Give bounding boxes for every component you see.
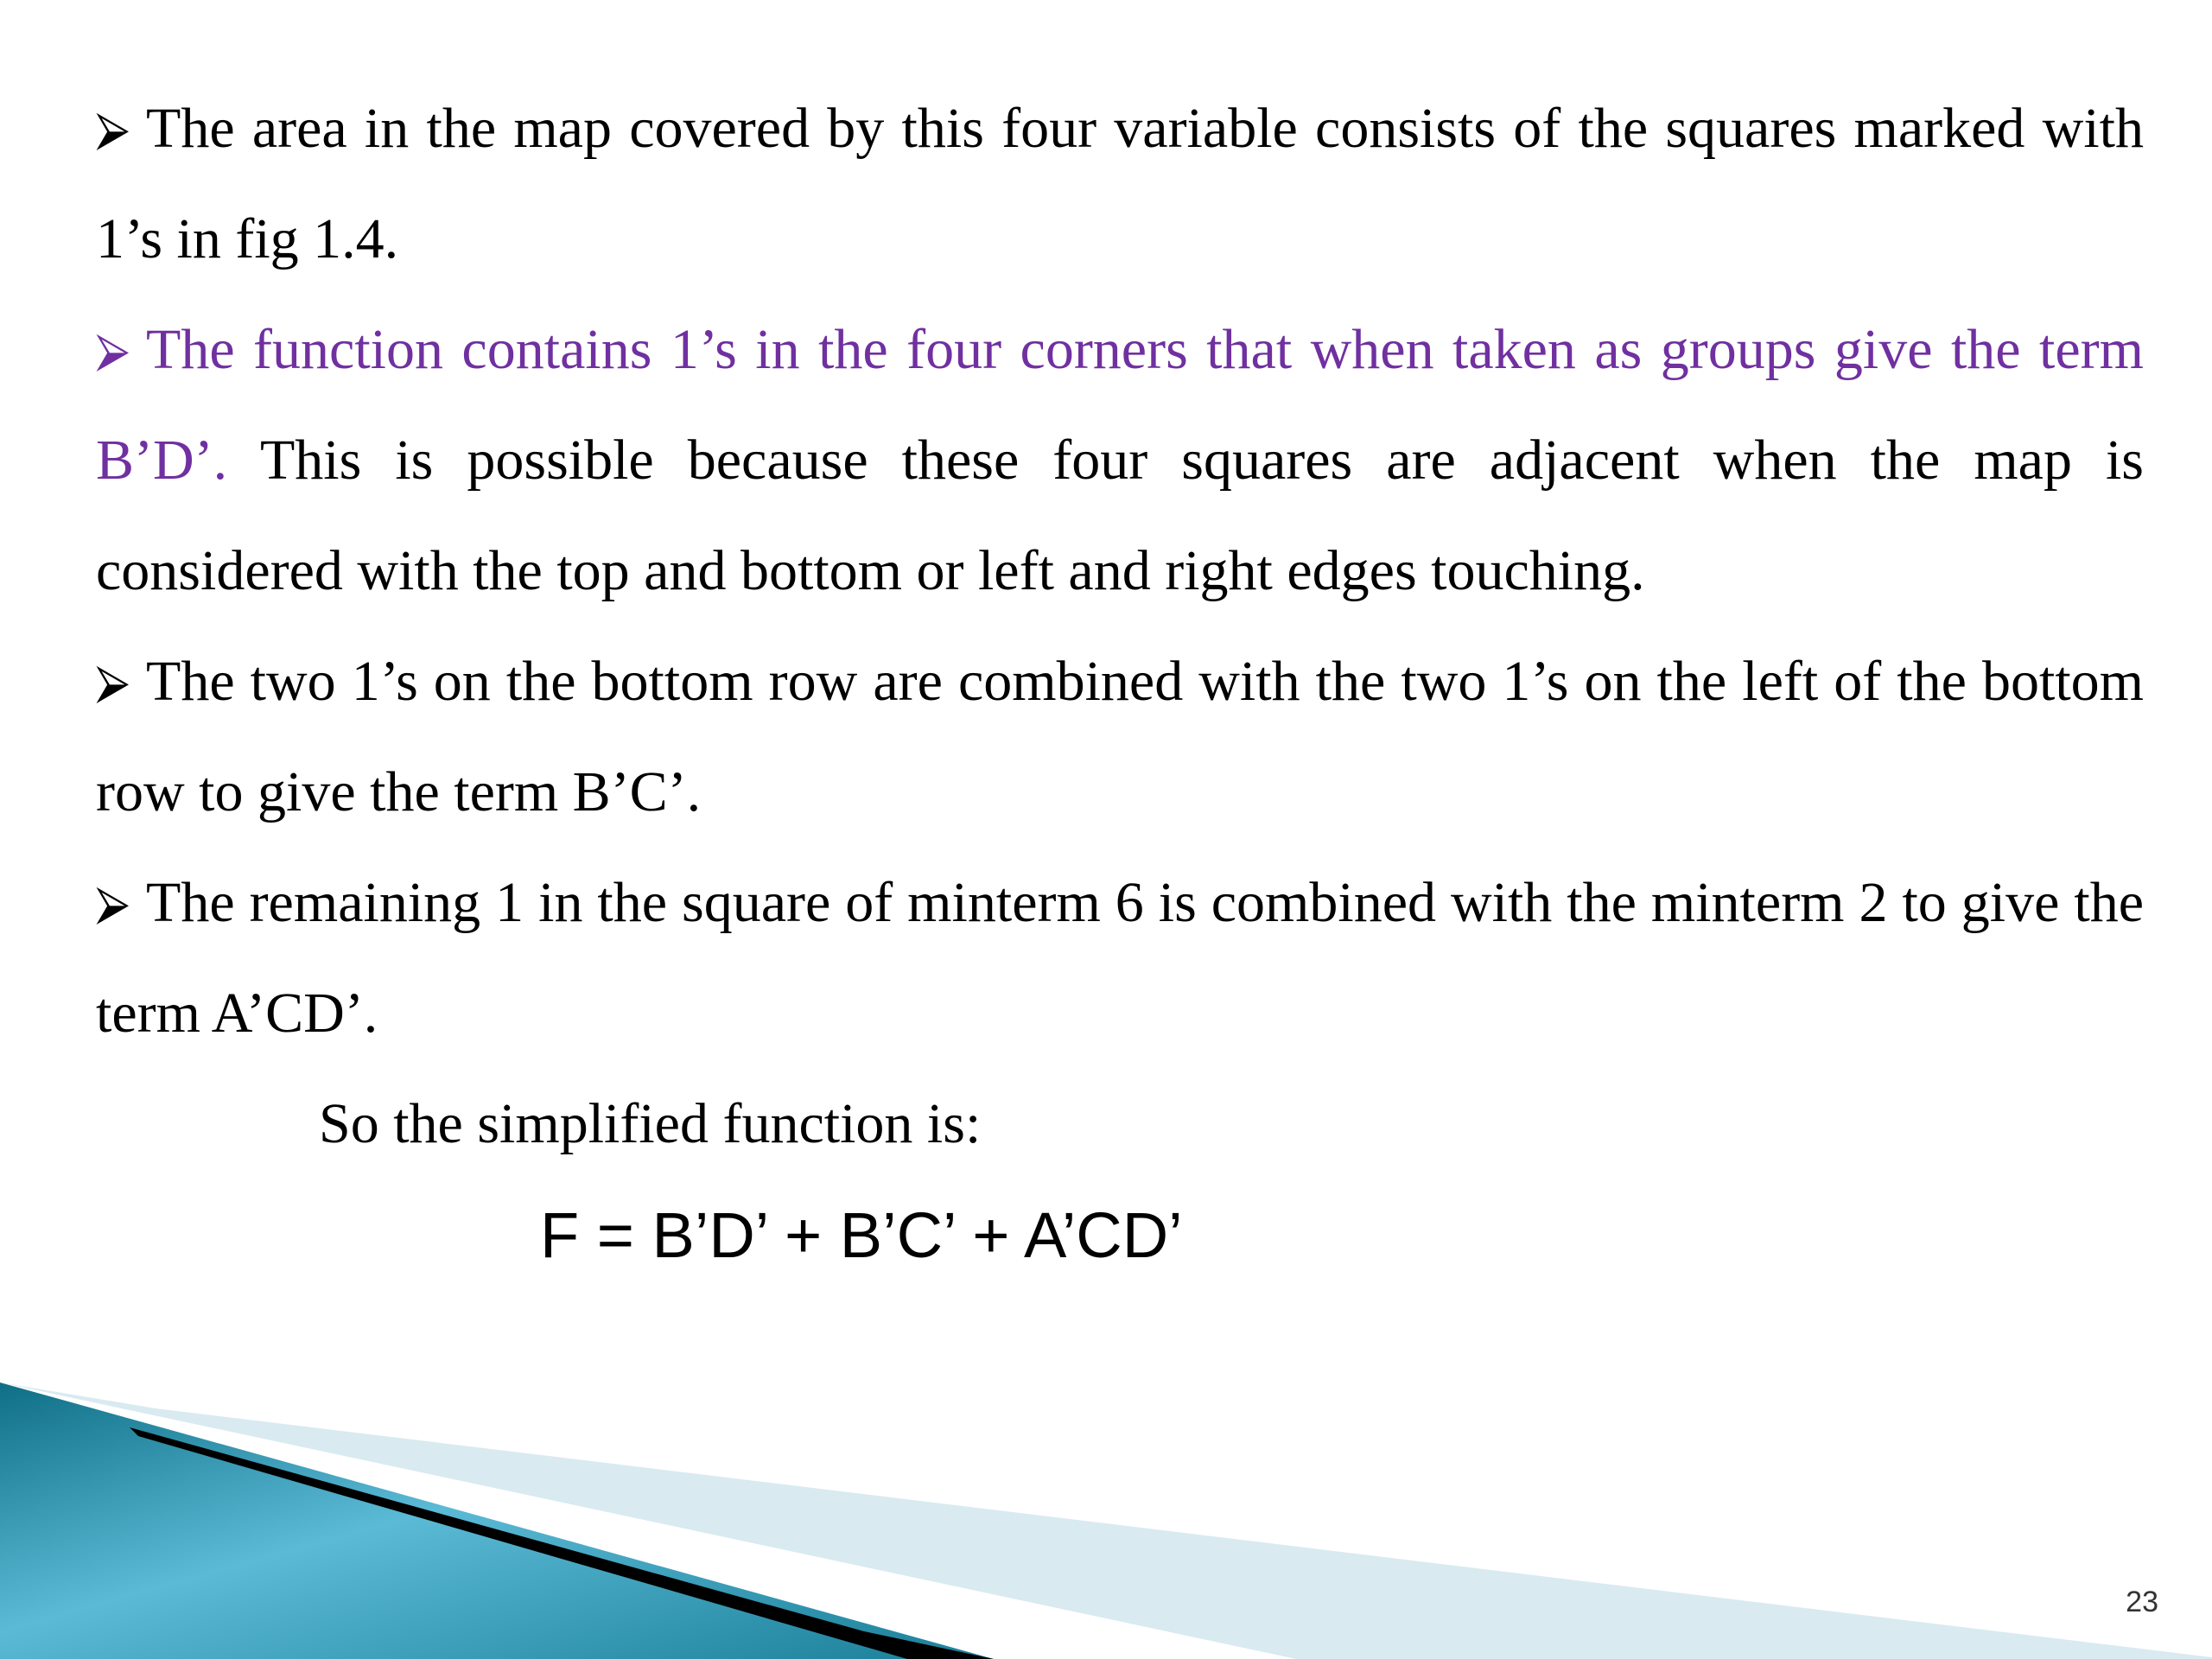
bullet-paragraph-3 [96, 626, 2144, 848]
bullet-text-1: The area in the map covered by this four variable consists of the squares marked with 1’s in fig 1.4. [96, 97, 2144, 270]
bullet-highlight-text: The function contains 1’s in the four corners that when taken as groups give the term B’D’. [96, 318, 2144, 492]
bullet-paragraph-2 [96, 295, 2144, 626]
simplified-function-formula: F = B’D’ + B’C’ + A’CD’ [540, 1199, 1183, 1271]
slide-body [96, 73, 2144, 1179]
corner-decoration [0, 1382, 2212, 1659]
arrowhead-bullet-icon: ⮚ [96, 101, 130, 156]
lead-in-text: So the simplified function is: [319, 1092, 982, 1155]
bullet-text-4: The remaining 1 in the square of minterm 6 is combined with the minterm 2 to give the term A’CD’. [96, 871, 2144, 1045]
arrowhead-bullet-icon: ⮚ [96, 654, 130, 709]
slide-number: 23 [2126, 1586, 2158, 1618]
bullet-text-2: This is possible because these four squares are adjacent when the map is considered with the top and bottom or left and right edges touching. [96, 429, 2144, 602]
bullet-paragraph-1 [96, 73, 2144, 295]
bullet-paragraph-4 [96, 848, 2144, 1069]
bullet-text-3: The two 1’s on the bottom row are combined with the two 1’s on the left of the bottom row to give the term B’C’. [96, 650, 2144, 823]
arrowhead-bullet-icon: ⮚ [96, 875, 130, 930]
arrowhead-bullet-icon: ⮚ [96, 322, 130, 377]
